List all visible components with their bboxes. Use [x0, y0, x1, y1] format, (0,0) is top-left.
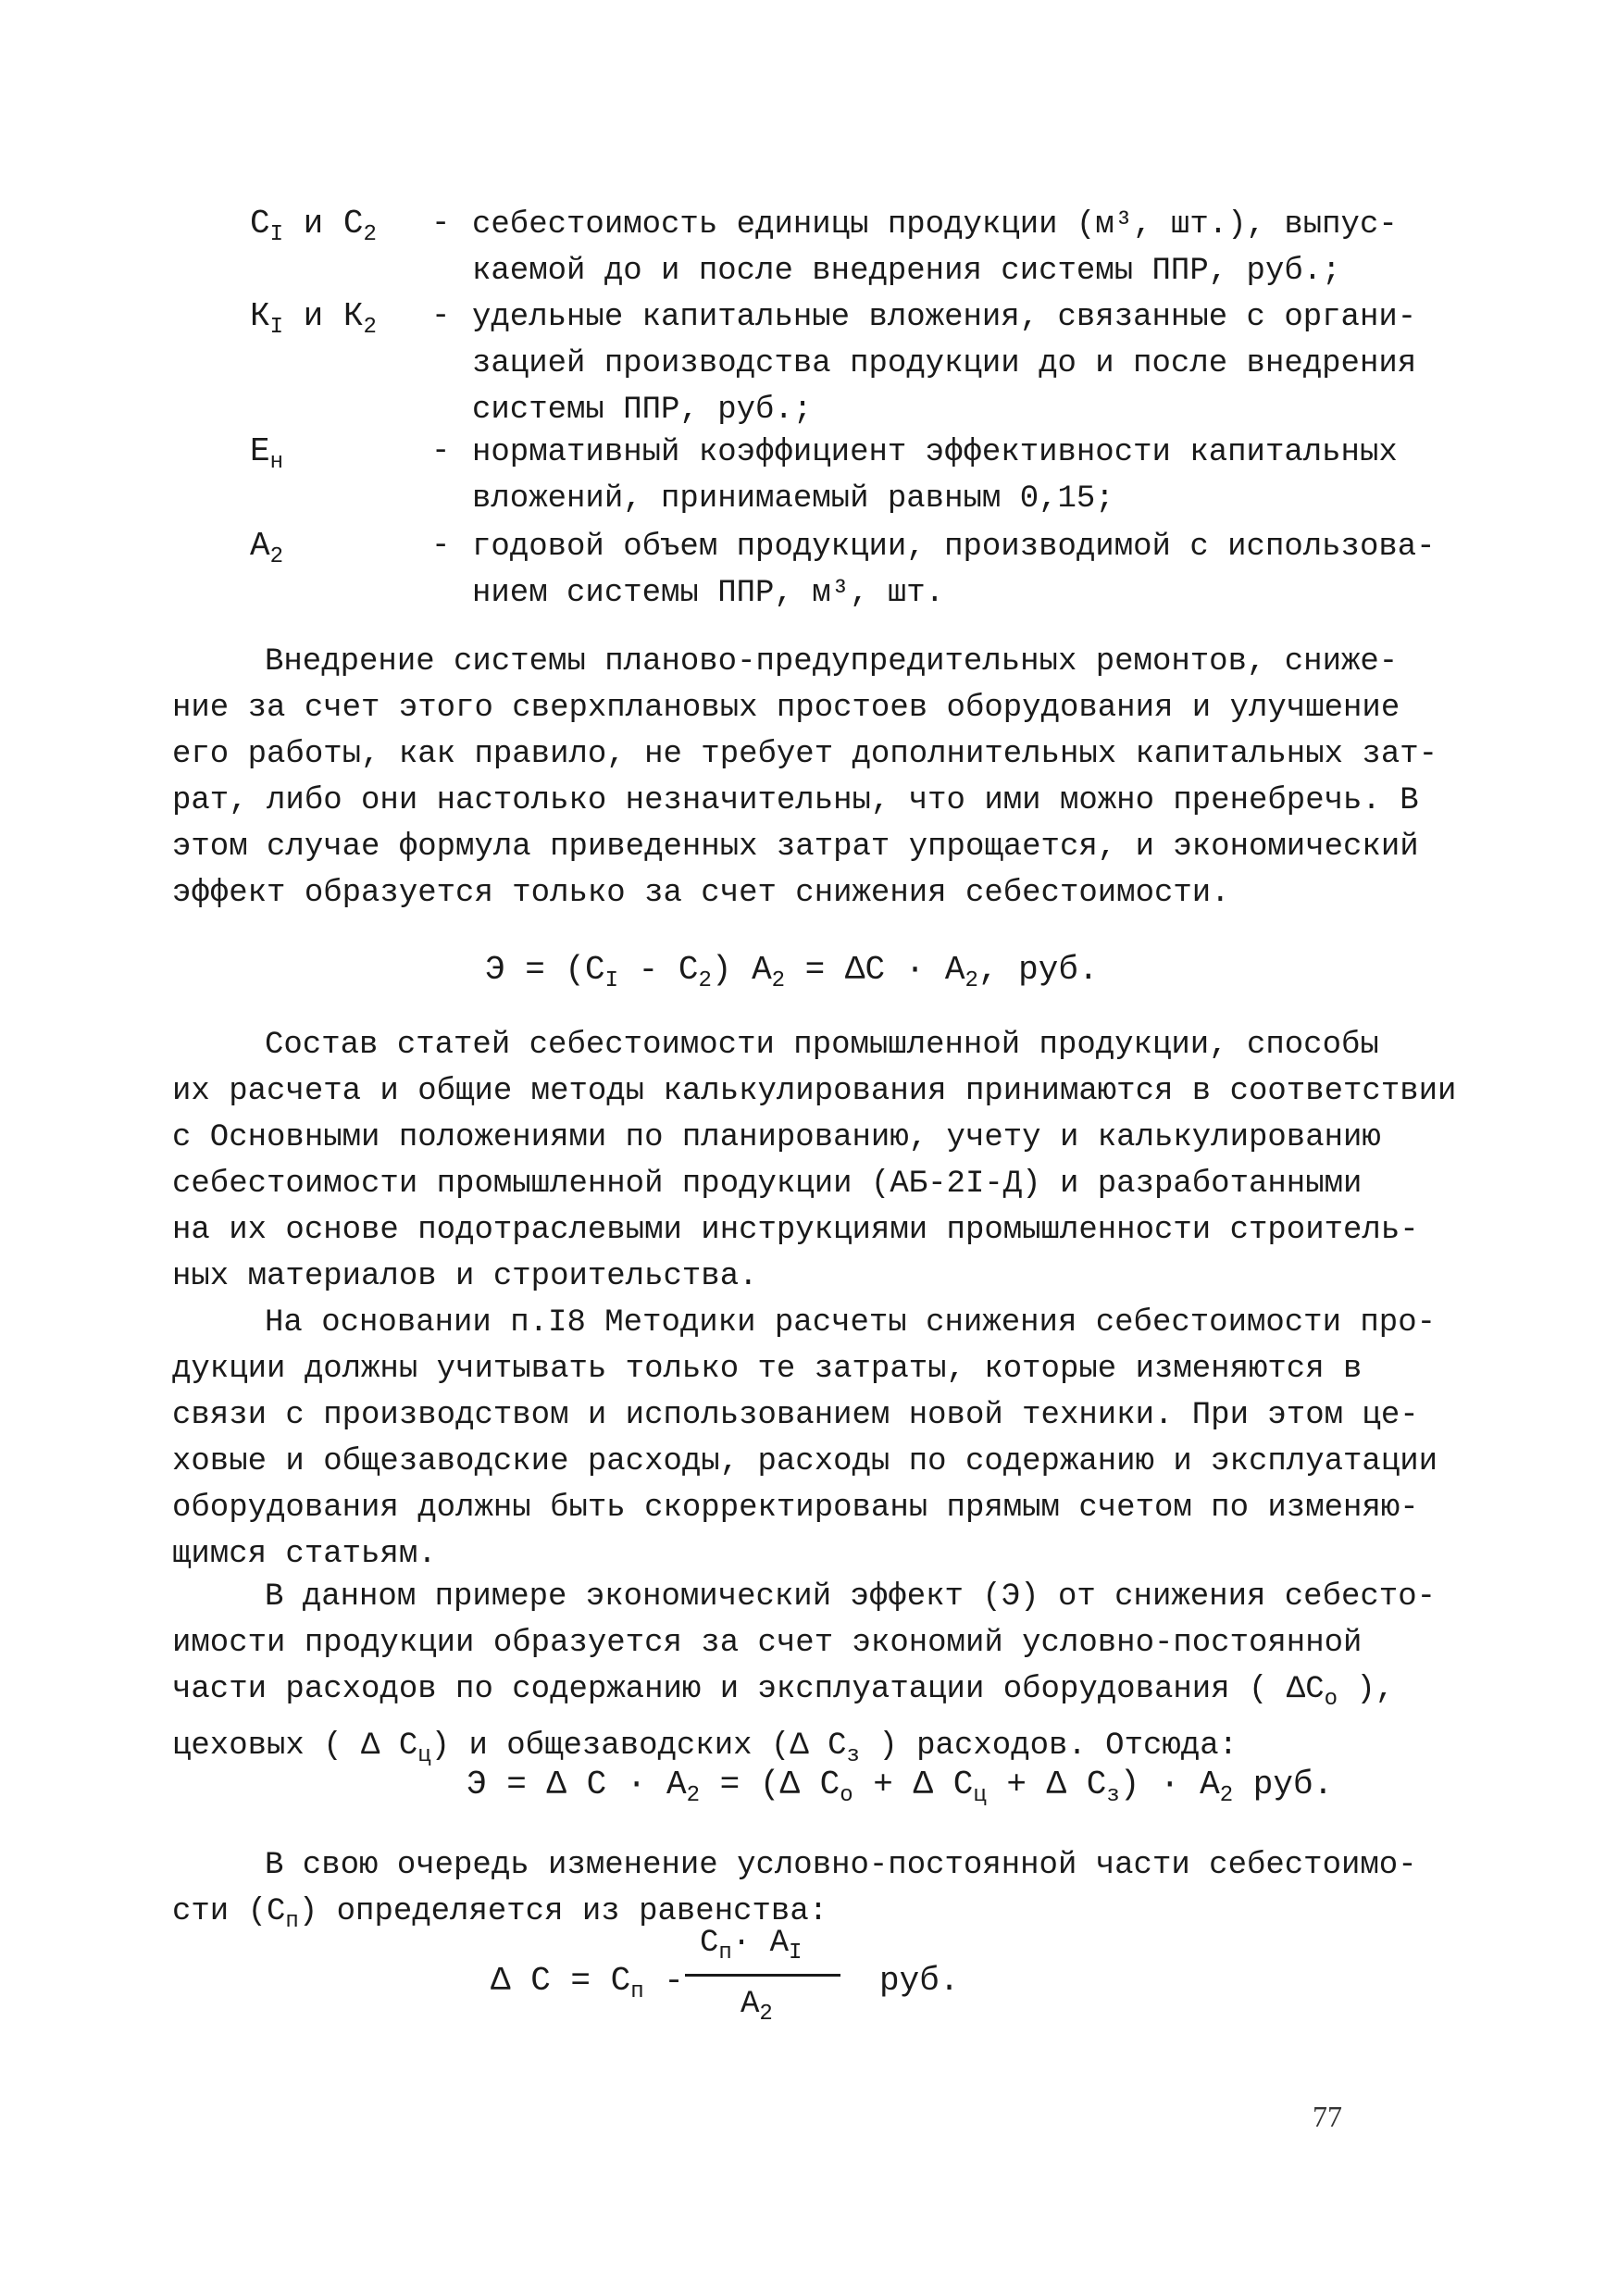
definition-line: зацией производства продукции до и после внедрения	[472, 346, 1417, 381]
text-line: ховые и общезаводские расходы, расходы по содержанию и эксплуатации	[172, 1444, 1438, 1479]
formula-cost-components: Э = Δ $С \cdot А_2 = (\Delta$ $С_о + \Delta$ $С_ц + \Delta$ $С_з) \cdot А_2$ руб.	[467, 1766, 1334, 1809]
text-line: его работы, как правило, не требует дополнительных капитальных зат-	[172, 737, 1438, 772]
definition-line: себестоимость единицы продукции (м³, шт.), выпус-	[472, 207, 1398, 243]
text-line: дукции должны учитывать только те затраты, которые изменяются в	[172, 1352, 1363, 1387]
page-number: 77	[1313, 2100, 1342, 2133]
fraction-numerator: $С_п\cdot А_I$	[700, 1926, 803, 1965]
text-line: части расходов по содержанию и эксплуатации оборудования ( $\Delta С_о$ ),	[172, 1672, 1395, 1712]
text-line: ние за счет этого сверхплановых простоев оборудования и улучшение	[172, 691, 1400, 726]
text-line: с Основными положениями по планированию, учету и калькулированию	[172, 1120, 1381, 1155]
text-line: рат, либо они настолько незначительны, что ими можно пренебречь. В	[172, 783, 1419, 818]
formula-delta-c	[491, 1926, 1046, 2037]
definition-dash: -	[431, 299, 451, 334]
definition-line: системы ППР, руб.;	[472, 393, 813, 428]
paragraph-4	[172, 1574, 1459, 1779]
definition-symbol: $Е_н$	[250, 432, 284, 476]
definition-symbol: $С_I$ и $С_2$	[250, 205, 377, 248]
definition-dash: -	[431, 529, 451, 564]
definition-line: удельные капитальные вложения, связанные с органи-	[472, 300, 1417, 335]
text-line: оборудования должны быть скорректированы прямым счетом по изменяю-	[172, 1491, 1419, 1526]
paragraph-3	[172, 1300, 1459, 1578]
definition-symbol: $А_2$	[250, 527, 284, 570]
fraction-denominator: $А_2$	[741, 1987, 773, 2027]
definition-line: годовой объем продукции, производимой с использова-	[472, 530, 1436, 565]
paragraph-1	[172, 639, 1459, 917]
paragraph-2	[172, 1022, 1459, 1300]
text-line: их расчета и общие методы калькулирования принимаются в соответствии	[172, 1074, 1457, 1109]
formula-lhs: Δ $С = С_п$ -	[491, 1962, 684, 2005]
text-line: На основании п.I8 Методики расчеты снижения себестоимости про-	[265, 1305, 1437, 1341]
text-line: сти $(С_п)$ определяется из равенства:	[172, 1894, 828, 1934]
definition-text	[472, 294, 1462, 433]
definition-text	[472, 524, 1462, 617]
formula-unit: руб.	[879, 1962, 960, 2000]
definition-line: нием системы ППР, м³, шт.	[472, 576, 945, 611]
text-line: В данном примере экономический эффект (Э) от снижения себесто-	[265, 1579, 1437, 1615]
definition-line: каемой до и после внедрения системы ППР, руб.;	[472, 254, 1341, 289]
definition-text	[472, 202, 1462, 294]
text-line: ных материалов и строительства.	[172, 1259, 758, 1294]
text-line: себестоимости промышленной продукции (АБ-2I-Д) и разработанными	[172, 1167, 1363, 1202]
text-line: щимся статьям.	[172, 1537, 437, 1572]
definition-line: нормативный коэффициент эффективности капитальных	[472, 435, 1398, 470]
definition-symbol: $К_I$ и $К_2$	[250, 297, 377, 341]
definition-dash: -	[431, 206, 451, 242]
definition-line: вложений, принимаемый равным 0,15;	[472, 481, 1114, 517]
definition-dash: -	[431, 434, 451, 469]
text-line: эффект образуется только за счет снижения себестоимости.	[172, 876, 1230, 911]
fraction-bar	[685, 1974, 840, 1977]
text-line: связи с производством и использованием новой техники. При этом це-	[172, 1398, 1419, 1433]
formula-effect: $Э = (С_I - С_2) А_2 = \Delta С \cdot А_2$, руб.	[485, 951, 1099, 994]
definition-text	[472, 430, 1462, 522]
text-line: В свою очередь изменение условно-постоянной части себестоимо-	[265, 1848, 1417, 1883]
text-line: этом случае формула приведенных затрат упрощается, и экономический	[172, 830, 1419, 865]
text-line: Внедрение системы планово-предупредительных ремонтов, сниже-	[265, 644, 1399, 680]
text-line: имости продукции образуется за счет экономий условно-постоянной	[172, 1626, 1363, 1661]
text-line: на их основе подотраслевыми инструкциями промышленности строитель-	[172, 1213, 1419, 1248]
text-line: Состав статей себестоимости промышленной продукции, способы	[265, 1028, 1379, 1063]
text-line: цеховых ( Δ $С_ц$) и общезаводских (Δ $С_з$ ) расходов. Отсюда:	[172, 1728, 1238, 1768]
